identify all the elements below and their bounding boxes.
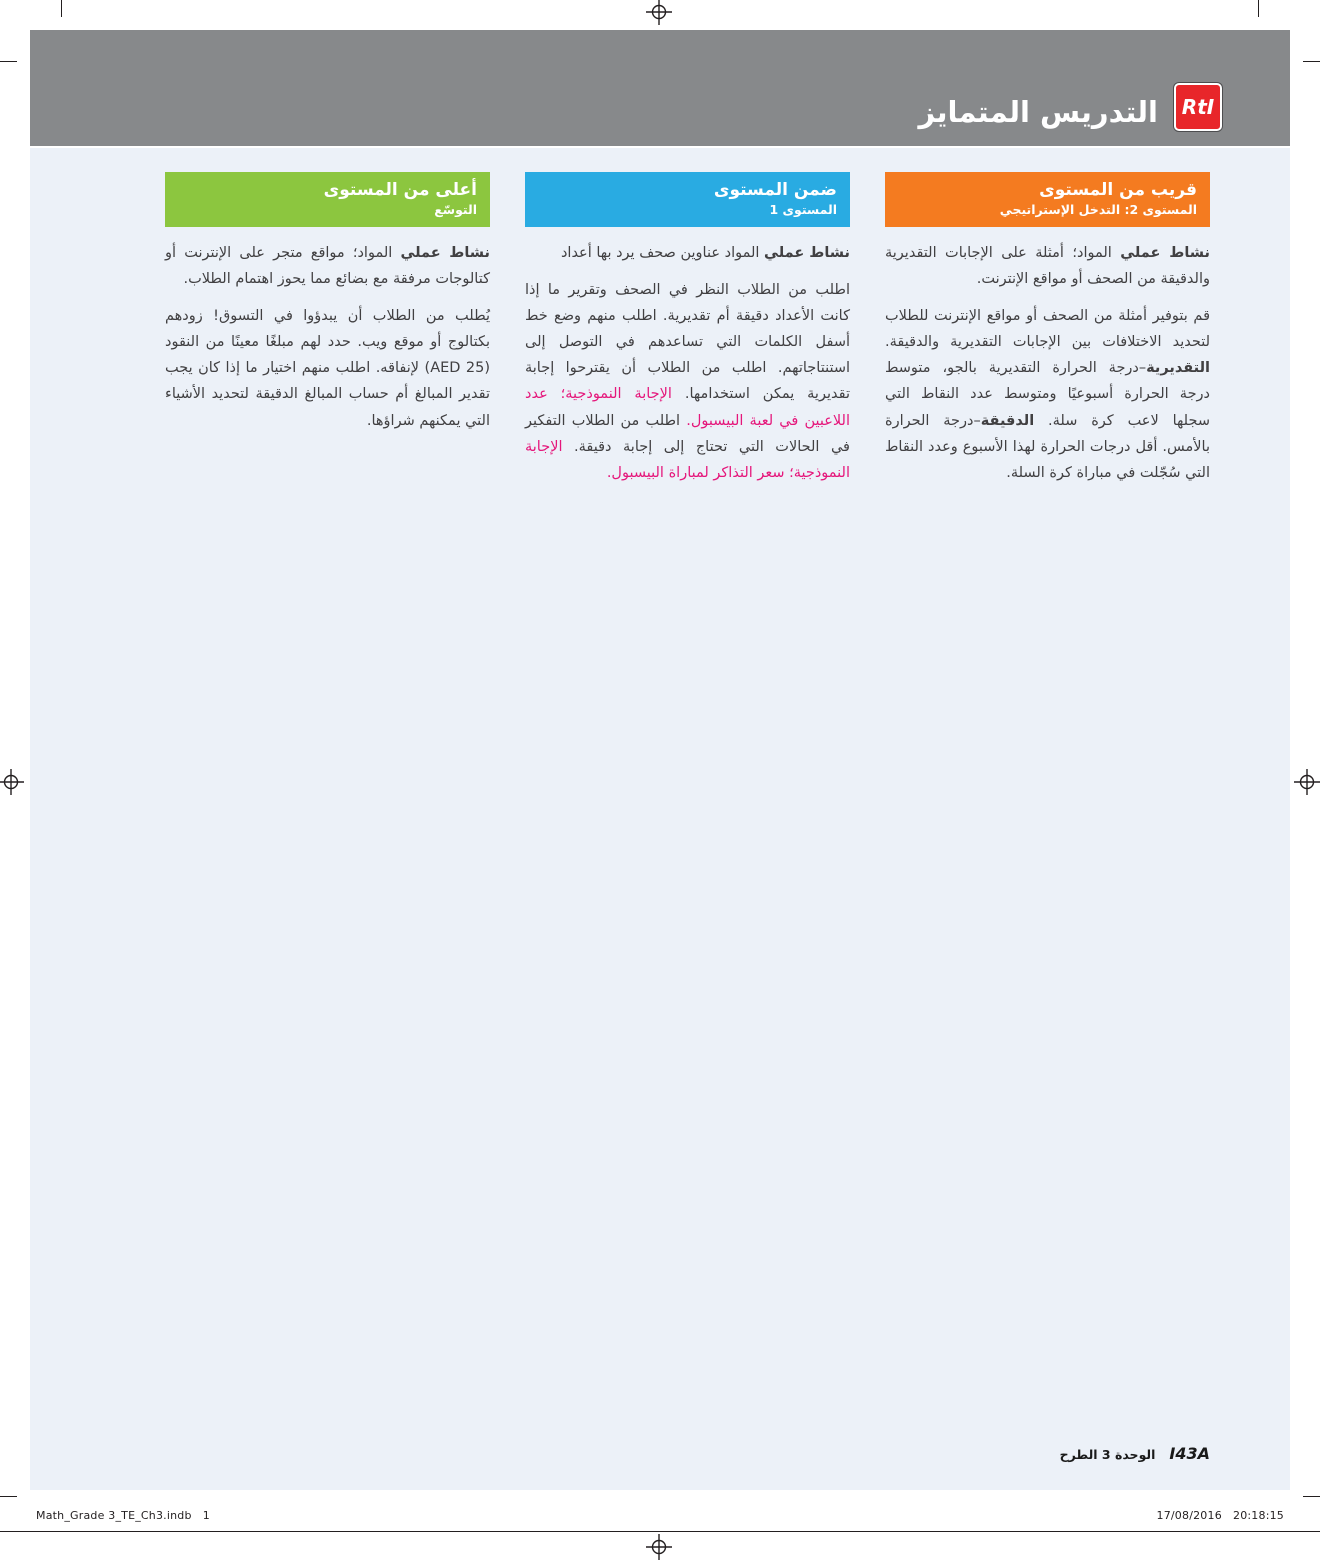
registration-mark-top bbox=[646, 0, 672, 25]
column-approaching-level bbox=[885, 172, 1210, 497]
column-beyond-level bbox=[165, 172, 490, 445]
header-bar bbox=[30, 30, 1290, 146]
text-segment: المواد عناوين صحف يرد بها أعداد bbox=[560, 244, 765, 261]
bottom-rule bbox=[0, 1531, 1320, 1532]
crop-mark-right-top bbox=[1303, 61, 1320, 62]
column-title: قريب من المستوى bbox=[1039, 180, 1197, 200]
text-segment: نشاط عملي bbox=[764, 244, 850, 261]
paragraph bbox=[165, 303, 490, 433]
registration-mark-bottom bbox=[646, 1534, 672, 1560]
text-segment: المواد؛ أمثلة على الإجابات التقديرية والدقيقة من الصحف أو مواقع الإنترنت. bbox=[885, 244, 1210, 288]
text-segment: الإجابة النموذجية؛ سعر التذاكر لمباراة البيسبول. bbox=[525, 438, 850, 481]
column-header-beyond bbox=[165, 172, 490, 227]
column-title: ضمن المستوى bbox=[713, 180, 837, 200]
text-segment: الإجابة النموذجية؛ عدد اللاعبين في لعبة البيسبول. bbox=[525, 386, 850, 429]
print-file-info: Math_Grade 3_TE_Ch3.indb 1 bbox=[36, 1509, 210, 1522]
print-timestamp: 17/08/2016 20:18:15 bbox=[1156, 1509, 1284, 1522]
page-footer bbox=[1060, 1444, 1210, 1463]
column-body bbox=[885, 227, 1210, 486]
registration-mark-left bbox=[0, 769, 24, 795]
text-segment: نشاط عملي bbox=[1120, 244, 1211, 261]
text-segment: الدقيقة bbox=[980, 412, 1035, 429]
crop-mark-top-left bbox=[61, 0, 62, 17]
page-title: التدريس المتمايز bbox=[918, 95, 1158, 129]
text-segment: اطلب من الطلاب التفكير في الحالات التي تحتاج إلى إجابة دقيقة. bbox=[525, 412, 850, 455]
text-segment: المواد؛ مواقع متجر على الإنترنت أو كتالوجات مرفقة مع بضائع مما يحوز اهتمام الطلاب. bbox=[165, 244, 490, 288]
text-segment: يُطلب من الطلاب أن يبدؤوا في التسوق! زودهم بكتالوج أو موقع ويب. حدد لهم مبلغًا معينًا من النقود (AED 25) لإنفاقه. اطلب منهم اختيار ما إذا كان يجب تقدير المبالغ أم حساب المبالغ الدقيقة لتحديد الأشياء التي يمكنهم شراؤها. bbox=[165, 308, 491, 429]
column-body bbox=[165, 227, 490, 434]
paragraph bbox=[885, 303, 1210, 486]
paragraph bbox=[525, 277, 850, 486]
crop-mark-right-bottom bbox=[1303, 1496, 1320, 1497]
unit-title: الوحدة 3 الطرح bbox=[1059, 1447, 1156, 1462]
text-segment: التقديرية bbox=[1146, 360, 1210, 377]
column-subtitle: المستوى 2: التدخل الإستراتيجي bbox=[999, 202, 1197, 218]
paragraph bbox=[885, 240, 1210, 292]
registration-mark-right bbox=[1294, 769, 1320, 795]
text-segment: اطلب من الطلاب النظر في الصحف وتقرير ما إذا كانت الأعداد دقيقة أم تقديرية. اطلب منهم وضع خط أسفل الكلمات التي تساعدهم في التوصل إلى استنتاجاتهم. اطلب من الطلاب أن يقترحوا إجابة تقديرية يمكن استخدامها. bbox=[525, 282, 850, 403]
text-segment: قم بتوفير أمثلة من الصحف أو مواقع الإنترنت للطلاب لتحديد الاختلافات بين الإجابات التقديرية والدقيقة. bbox=[885, 308, 1210, 351]
text-segment: نشاط عملي bbox=[400, 244, 491, 261]
crop-mark-top-right bbox=[1258, 0, 1259, 17]
column-subtitle: المستوى 1 bbox=[769, 202, 837, 218]
column-header-approaching bbox=[885, 172, 1210, 227]
paragraph bbox=[165, 240, 490, 292]
text-segment: –درجة الحرارة التقديرية بالجو، متوسط درجة الحرارة أسبوعيًا ومتوسط عدد النقاط التي سجلها لاعب كرة سلة. bbox=[885, 360, 1210, 429]
crop-mark-left-bottom bbox=[0, 1496, 17, 1497]
page-number: I43A bbox=[1169, 1444, 1210, 1463]
column-header-on-level bbox=[525, 172, 850, 227]
column-subtitle: التوسّع bbox=[434, 202, 477, 218]
column-on-level bbox=[525, 172, 850, 497]
text-segment: –درجة الحرارة بالأمس. أقل درجات الحرارة لهذا الأسبوع وعدد النقاط التي سُجّلت في مباراة كرة السلة. bbox=[885, 412, 1210, 481]
rti-logo: RtI bbox=[1174, 83, 1222, 131]
column-title: أعلى من المستوى bbox=[323, 180, 477, 200]
crop-mark-left-top bbox=[0, 61, 17, 62]
paragraph bbox=[525, 240, 850, 266]
column-body bbox=[525, 227, 850, 486]
